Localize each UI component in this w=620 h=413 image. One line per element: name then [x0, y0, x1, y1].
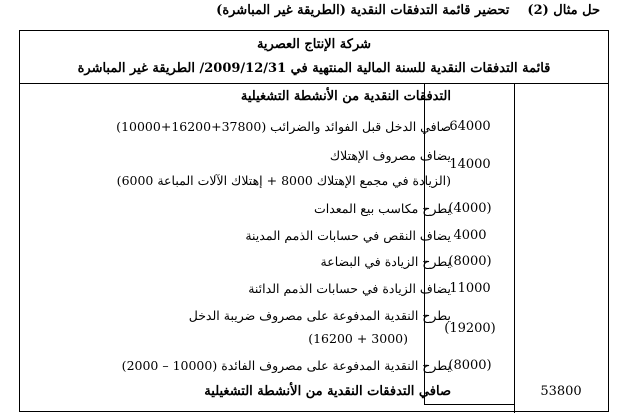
- company-name: شركة الإنتاج العصرية: [256, 37, 372, 52]
- row-depreciation-note: (الزيادة في مجمع الإهتلاك 8000 + إهتلاك الآلات المباعة 6000): [116, 173, 451, 188]
- heading-label: حل مثال (2): [527, 3, 600, 18]
- section-header: التدفقات النقدية من الأنشطة التشغيلية: [240, 89, 451, 104]
- page-heading: [20, 3, 600, 18]
- amount-payables: 11000: [449, 281, 491, 296]
- cash-flow-statement: [19, 30, 609, 412]
- heading-text: تحضير قائمة التدفقات النقدية (الطريقة غير المباشرة): [216, 3, 510, 18]
- row-payables: يضاف الزيادة في حسابات الذمم الدائنة: [248, 281, 451, 296]
- row-receivables: يضاف النقص في حسابات الذمم المدينة: [245, 228, 451, 243]
- amount-interest: (8000): [448, 358, 492, 373]
- row-net-income: صافي الدخل قبل الفوائد والضرائب (37800+16200+10000): [116, 119, 451, 134]
- total-label: صافي التدفقات النقدية من الأنشطة التشغيلية: [204, 384, 451, 399]
- statement-title: قائمة التدفقات النقدية للسنة المالية المنتهية في 2009/12/31/ الطريقة غير المباشرة: [77, 61, 551, 76]
- amount-receivables: 4000: [453, 228, 487, 243]
- row-gain-on-sale: يطرح مكاسب بيع المعدات: [313, 201, 451, 216]
- statement-header: [20, 31, 608, 84]
- amount-income-tax: (19200): [444, 321, 496, 336]
- row-income-tax-note: (3000 + 16200): [308, 331, 408, 346]
- subtotal-line: [424, 404, 514, 405]
- row-depreciation: يضاف مصروف الإهتلاك: [329, 148, 451, 163]
- amount-net-income: 64000: [449, 119, 491, 134]
- amount-depreciation: 14000: [449, 157, 491, 172]
- total-amount: 53800: [540, 384, 582, 399]
- row-income-tax: يطرح النقدية المدفوعة على مصروف ضريبة الدخل: [188, 308, 451, 323]
- row-interest: يطرح النقدية المدفوعة على مصروف الفائدة (10000 – 2000): [121, 358, 451, 373]
- row-inventory: يطرح الزيادة في البضاعة: [320, 254, 451, 269]
- amount-gain-on-sale: (4000): [448, 201, 492, 216]
- amount-inventory: (8000): [448, 254, 492, 269]
